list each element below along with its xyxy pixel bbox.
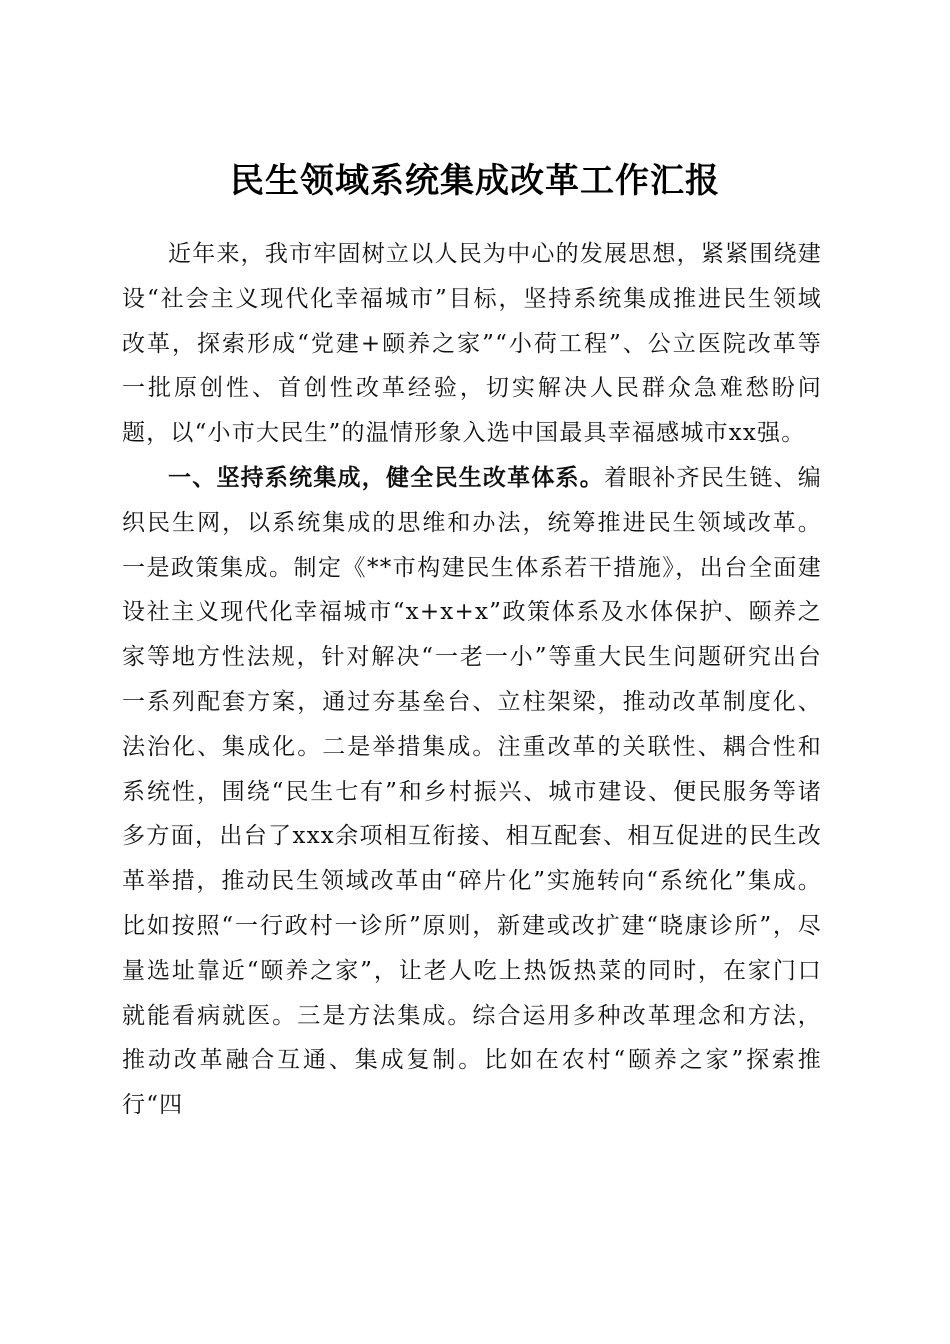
section-one-text: 着眼补齐民生链、编织民生网，以系统集成的思维和办法，统筹推进民生领域改革。一是政策集成。制定《**市构建民生体系若干措施》，出台全面建设社主义现代化幸福城市“x+x+x”政策体系及水体保护、颐养之家等地方性法规，针对解决“一老一小”等重大民生问题研究出台一系列配套方案，通过夯基垒台、立柱架梁，推动改革制度化、法治化、集成化。二是举措集成。注重改革的关联性、耦合性和系统性，围绕“民生七有”和乡村振兴、城市建设、便民服务等诸多方面，出台了xxx余项相互衔接、相互配套、相互促进的民生改革举措，推动民生领域改革由“碎片化”实施转向“系统化”集成。比如按照“一行政村一诊所”原则，新建或改扩建“晓康诊所”，尽量选址靠近“颐养之家”，让老人吃上热饭热菜的同时，在家门口就能看病就医。三是方法集成。综合运用多种改革理念和方法，推动改革融合互通、集成复制。比如在农村“颐养之家”探索推行“四 xyxy=(122,464,822,1119)
section-one-paragraph xyxy=(122,456,822,1128)
section-one-heading: 一、坚持系统集成，健全民生改革体系。 xyxy=(168,464,605,491)
document-title: 民生领域系统集成改革工作汇报 xyxy=(230,160,720,201)
intro-paragraph xyxy=(122,232,822,456)
document-body xyxy=(122,232,822,1128)
intro-paragraph-text: 近年来，我市牢固树立以人民为中心的发展思想，紧紧围绕建设“社会主义现代化幸福城市”目标，坚持系统集成推进民生领域改革，探索形成“党建+颐养之家”“小荷工程”、公立医院改革等一批原创性、首创性改革经验，切实解决人民群众急难愁盼问题，以“小市大民生”的温情形象入选中国最具幸福感城市xx强。 xyxy=(122,241,822,447)
